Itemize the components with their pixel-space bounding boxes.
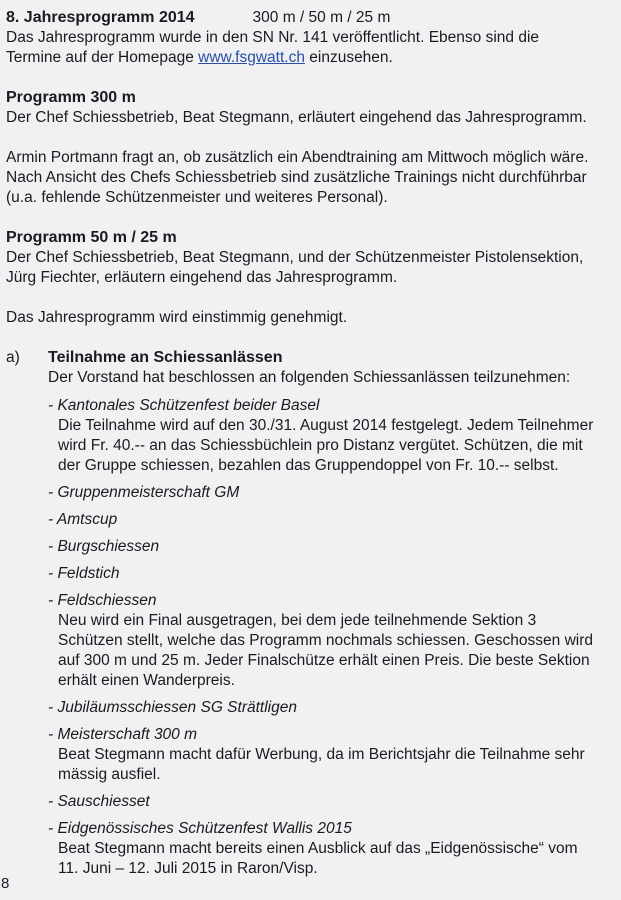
programm-300-heading: Programm 300 m (6, 89, 136, 106)
document-page (6, 8, 596, 879)
event-item (48, 792, 596, 812)
programm-300-paragraph-1: Der Chef Schiessbetrieb, Beat Stegmann, erläutert eingehend das Jahresprogramm. (6, 109, 587, 126)
event-name: - Meisterschaft 300 m (48, 726, 198, 743)
event-item (48, 396, 596, 476)
event-item (48, 725, 596, 785)
programm-300-paragraph-2: Armin Portmann fragt an, ob zusätzlich ein Abendtraining am Mittwoch möglich wäre. Nach Ansicht des Chefs Schiessbetrieb sind zusätzliche Trainings nicht durchführbar (u.a. fehlende Schützenmeister und weiteres Personal). (6, 149, 589, 206)
section-8-heading: 8. Jahresprogramm 2014 (6, 9, 195, 26)
section-a-heading: Teilnahme an Schiessanlässen (48, 349, 283, 366)
section-a (6, 348, 596, 879)
event-name: - Eidgenössisches Schützenfest Wallis 2015 (48, 820, 352, 837)
event-description: Die Teilnahme wird auf den 30./31. August 2014 festgelegt. Jedem Teilnehmer wird Fr. 40.-- an das Schiessbüchlein pro Distanz vergütet. Schützen, die mit der Gruppe schiessen, bezahlen das Gruppendoppel von Fr. 10.-- selbst. (58, 417, 594, 474)
event-description: Beat Stegmann macht bereits einen Ausblick auf das „Eidgenössische“ vom 11. Juni – 12. Juli 2015 in Raron/Visp. (58, 840, 578, 877)
event-name: - Jubiläumsschiessen SG Strättligen (48, 699, 297, 716)
section-a-letter: a) (6, 349, 20, 366)
section-a-intro: Der Vorstand hat beschlossen an folgenden Schiessanlässen teilzunehmen: (48, 369, 571, 386)
programm-50-paragraph-1: Der Chef Schiessbetrieb, Beat Stegmann, und der Schützenmeister Pistolensektion, Jürg Fiechter, erläutern eingehend das Jahresprogramm. (6, 249, 584, 286)
programm-50-paragraph-2: Das Jahresprogramm wird einstimmig genehmigt. (6, 309, 348, 326)
event-item (48, 483, 596, 503)
event-item (48, 819, 596, 879)
section-8-distances: 300 m / 50 m / 25 m (252, 9, 391, 26)
event-name: - Amtscup (48, 511, 118, 528)
event-list (48, 396, 596, 879)
event-item (48, 698, 596, 718)
section-8-intro: Das Jahresprogramm wurde in den SN Nr. 141 veröffentlicht. Ebenso sind die Termine auf der Homepage www.fsgwatt.ch einzusehen. (6, 29, 540, 66)
event-name: - Sauschiesset (48, 793, 150, 810)
programm-50-heading: Programm 50 m / 25 m (6, 229, 177, 246)
event-item (48, 591, 596, 691)
page-number: 8 (1, 875, 10, 892)
event-item (48, 510, 596, 530)
event-name: - Burgschiessen (48, 538, 160, 555)
event-name: - Feldschiessen (48, 592, 157, 609)
event-item (48, 537, 596, 557)
event-item (48, 564, 596, 584)
event-name: - Feldstich (48, 565, 120, 582)
homepage-link[interactable]: www.fsgwatt.ch (198, 49, 305, 66)
event-name: - Kantonales Schützenfest beider Basel (48, 397, 320, 414)
event-name: - Gruppenmeisterschaft GM (48, 484, 240, 501)
event-description: Beat Stegmann macht dafür Werbung, da im Berichtsjahr die Teilnahme sehr mässig ausfiel. (58, 746, 585, 783)
section-8-title-row (6, 8, 596, 28)
event-description: Neu wird ein Final ausgetragen, bei dem jede teilnehmende Sektion 3 Schützen stellt, welche das Programm nochmals schiessen. Geschossen wird auf 300 m und 25 m. Jeder Finalschütze erhält einen Preis. Die beste Sektion erhält einen Wanderpreis. (58, 612, 593, 689)
